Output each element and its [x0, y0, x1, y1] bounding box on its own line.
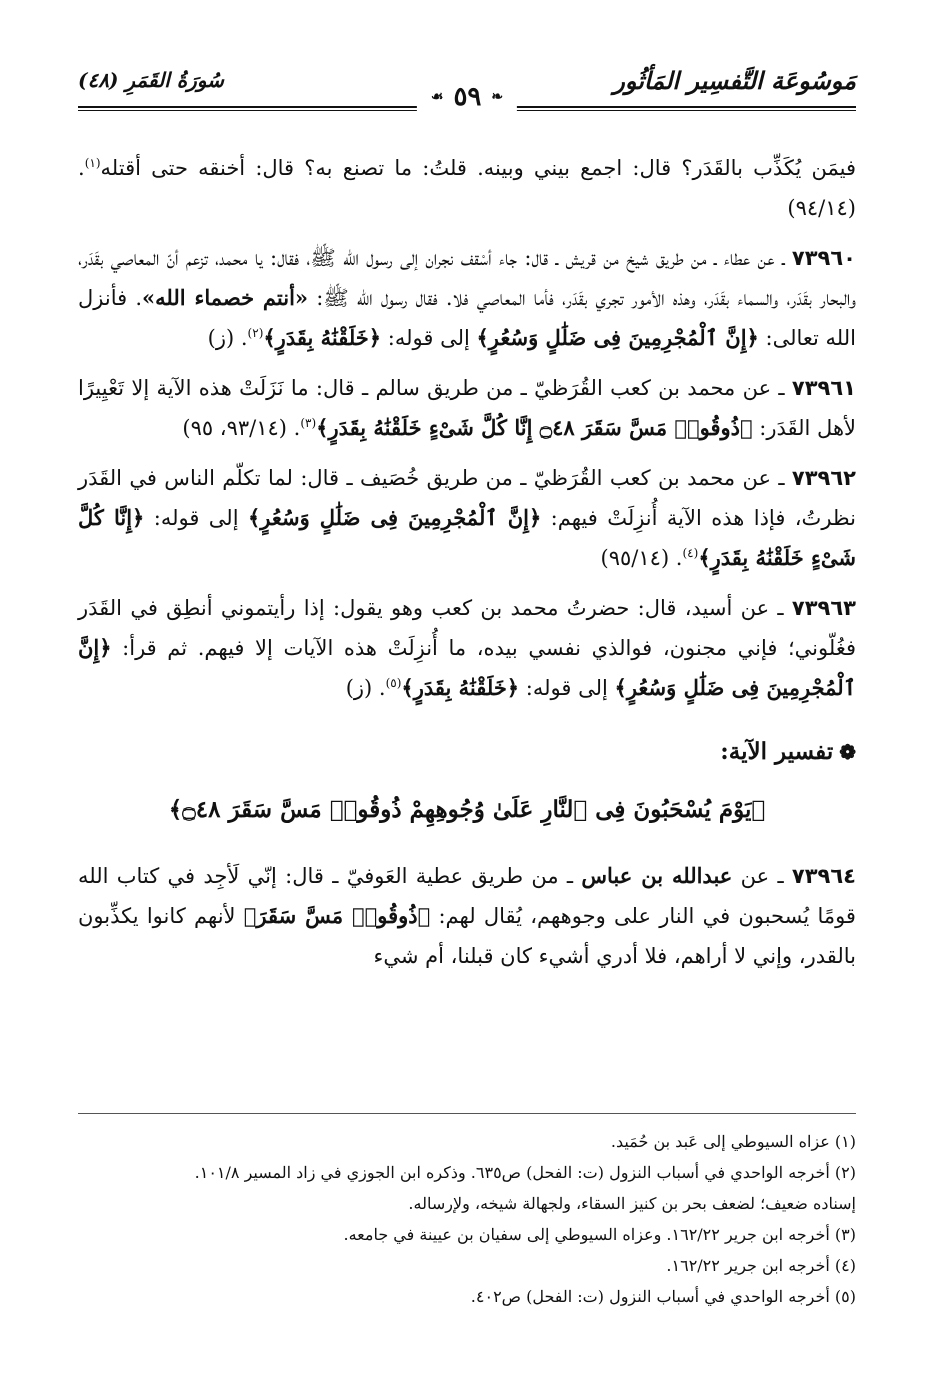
paragraph: [78, 856, 856, 976]
book-title: مَوسُوعَة التَّفسِير المَأثُور: [613, 66, 856, 95]
footnote: (٢) أخرجه الواحدي في أسباب النزول (ت: الفحل) ص٦٣٥. وذكره ابن الجوزي في زاد المسير ١٠١/٨.: [194, 1163, 856, 1182]
paragraph-text: إلى قوله:: [144, 506, 248, 530]
page-header: [78, 62, 856, 118]
paragraph-text: ـ من طريق عطية العَوفيّ ـ قال: إنّي لَأجِد في كتاب الله قومًا يُسحبون في النار على وجوههم، يُقال لهم:: [78, 864, 856, 928]
footnote: (٤) أخرجه ابن جرير ١٦٢/٢٢.: [666, 1256, 856, 1275]
quran-quote: ﴿خَلَقْنَٰهُ بِقَدَرٍ﴾: [401, 675, 520, 700]
quran-quote: ﴿ذُوقُوا۟ مَسَّ سَقَرَ﴾: [243, 903, 431, 928]
paragraph-text: . فأنزل الله تعالى:: [78, 286, 856, 350]
paragraph-text: ـ عن عطاء ـ من طريق شيخ من قريش ـ قال: جاء أسْقف نجران إلى رسول الله ﷺ، فقال: يا محمد، تزعم أنّ المعاصي بقَدَر، والبحار بقَدَر، والسماء بقَدَر، وهذه الأمور تجري بقَدَر، فأما المعاصي فلا. فقال رسول الله ﷺ:: [78, 246, 856, 310]
quran-quote: ﴿إِنَّ ٱلْمُجْرِمِينَ فِى ضَلَٰلٍ وَسُعُرٍ﴾: [476, 325, 759, 350]
paragraph: [78, 148, 856, 228]
footnote-ref: (١): [84, 156, 101, 170]
hadith-quote: «أنتم خصماء الله»: [142, 285, 309, 310]
source-ref: . (٩٣/١٤، ٩٥): [182, 416, 301, 440]
source-ref: . (٩٥/١٤): [600, 546, 683, 570]
source-ref: . (ز): [207, 326, 248, 350]
footnote-ref: (٥): [385, 676, 402, 690]
section-heading: [78, 732, 856, 772]
flower-icon: ❁: [839, 740, 856, 764]
footnote-separator: [78, 1113, 856, 1114]
ornament-icon: ☙: [430, 89, 444, 105]
source-ref: . (ز): [345, 676, 386, 700]
quran-quote: ﴿إِنَّا كُلَّ شَىْءٍ خَلَقْنَٰهُ بِقَدَرٍ﴾: [78, 505, 856, 570]
paragraph-text: فيمَن يُكَذِّب بالقَدَر؟ قال: اجمع بيني وبينه. قلتُ: ما تصنع به؟ قال: أخنقه حتى أقتله: [100, 156, 856, 180]
narrator-name: عبدالله بن عباس: [581, 863, 733, 888]
footnote: (١) عزاه السيوطي إلى عَبد بن حُمَيد.: [610, 1132, 856, 1151]
source-ref: . (٩٤/١٤): [78, 156, 856, 220]
paragraph: [78, 588, 856, 708]
page-number: [417, 82, 517, 112]
paragraph-text: إلى قوله:: [519, 676, 615, 700]
ornament-icon: ❧: [491, 89, 504, 105]
paragraph-text: ـ عن محمد بن كعب القُرَظيّ ـ من طريق سالم ـ قال: ما نَزَلَتْ هذه الآية إلا تَعْيِيرًا لأهل القَدَر:: [78, 376, 856, 440]
narration-number: ٧٣٩٦١: [791, 376, 856, 400]
page-number-text: ٥٩: [453, 82, 482, 112]
footnote: (٥) أخرجه الواحدي في أسباب النزول (ت: الفحل) ص٤٠٢.: [470, 1287, 856, 1306]
narration-number: ٧٣٩٦٣: [791, 596, 856, 620]
paragraph: [78, 238, 856, 358]
quran-verse: ﴿يَوْمَ يُسْحَبُونَ فِى ٱلنَّارِ عَلَىٰ وُجُوهِهِمْ ذُوقُوا۟ مَسَّ سَقَرَ ۝٤٨﴾: [168, 796, 766, 823]
surah-title: سُورَةُ القَمَرِ (٤٨): [78, 68, 224, 92]
narration-number: ٧٣٩٦٤: [791, 864, 856, 888]
footnote-ref: (٢): [247, 326, 264, 340]
paragraph-text: ـ عن محمد بن كعب القُرَظيّ ـ من طريق خُصَيف ـ قال: لما تكلّم الناس في القَدَر نظرتُ، فإذا هذه الآية أُنزِلَتْ فيهم:: [78, 466, 856, 530]
narration-number: ٧٣٩٦٠: [791, 246, 856, 270]
section-heading-text: تفسير الآية:: [720, 738, 834, 765]
footnote: (٣) أخرجه ابن جرير ١٦٢/٢٢. وعزاه السيوطي إلى سفيان بن عيينة في جامعه.: [343, 1225, 856, 1244]
paragraph-text: إلى قوله:: [381, 326, 477, 350]
footnote-ref: (٤): [682, 546, 699, 560]
paragraph-text: ـ عن أسيد، قال: حضرتُ محمد بن كعب وهو يقول: إذا رأيتموني أنطِق في القَدَر فغُلّوني؛ فإني مجنون، فوالذي نفسي بيده، ما أُنزِلَتْ هذه الآيات إلا فيهم. ثم قرأ:: [78, 596, 856, 660]
quran-quote: ﴿إِنَّ ٱلْمُجْرِمِينَ فِى ضَلَٰلٍ وَسُعُرٍ﴾: [247, 505, 542, 530]
paragraph: [78, 368, 856, 448]
quran-quote: ﴿خَلَقْنَٰهُ بِقَدَرٍ﴾: [263, 325, 382, 350]
footnote-ref: (٣): [300, 416, 317, 430]
narration-number: ٧٣٩٦٢: [791, 466, 856, 490]
footnote: إسناده ضعيف؛ لضعف بحر بن كنيز السقاء، ولجهالة شيخه، ولإرساله.: [408, 1194, 856, 1213]
quran-quote: ﴿إِنَّ ٱلْمُجْرِمِينَ فِى ضَلَٰلٍ وَسُعُرٍ﴾: [78, 635, 856, 700]
paragraph-text: لأنهم كانوا يكذِّبون بالقدر، وإني لا أراهم، فلا أدري أشيء كان قبلنا، أم شيء: [78, 904, 856, 968]
quran-quote: ﴿ذُوقُوا۟ مَسَّ سَقَرَ ۝٤٨ إِنَّا كُلَّ شَىْءٍ خَلَقْنَٰهُ بِقَدَرٍ﴾: [316, 415, 753, 440]
footnotes: [78, 1126, 856, 1312]
paragraph: [78, 458, 856, 578]
paragraph-text: ـ عن: [732, 864, 792, 888]
main-text: [78, 148, 856, 986]
